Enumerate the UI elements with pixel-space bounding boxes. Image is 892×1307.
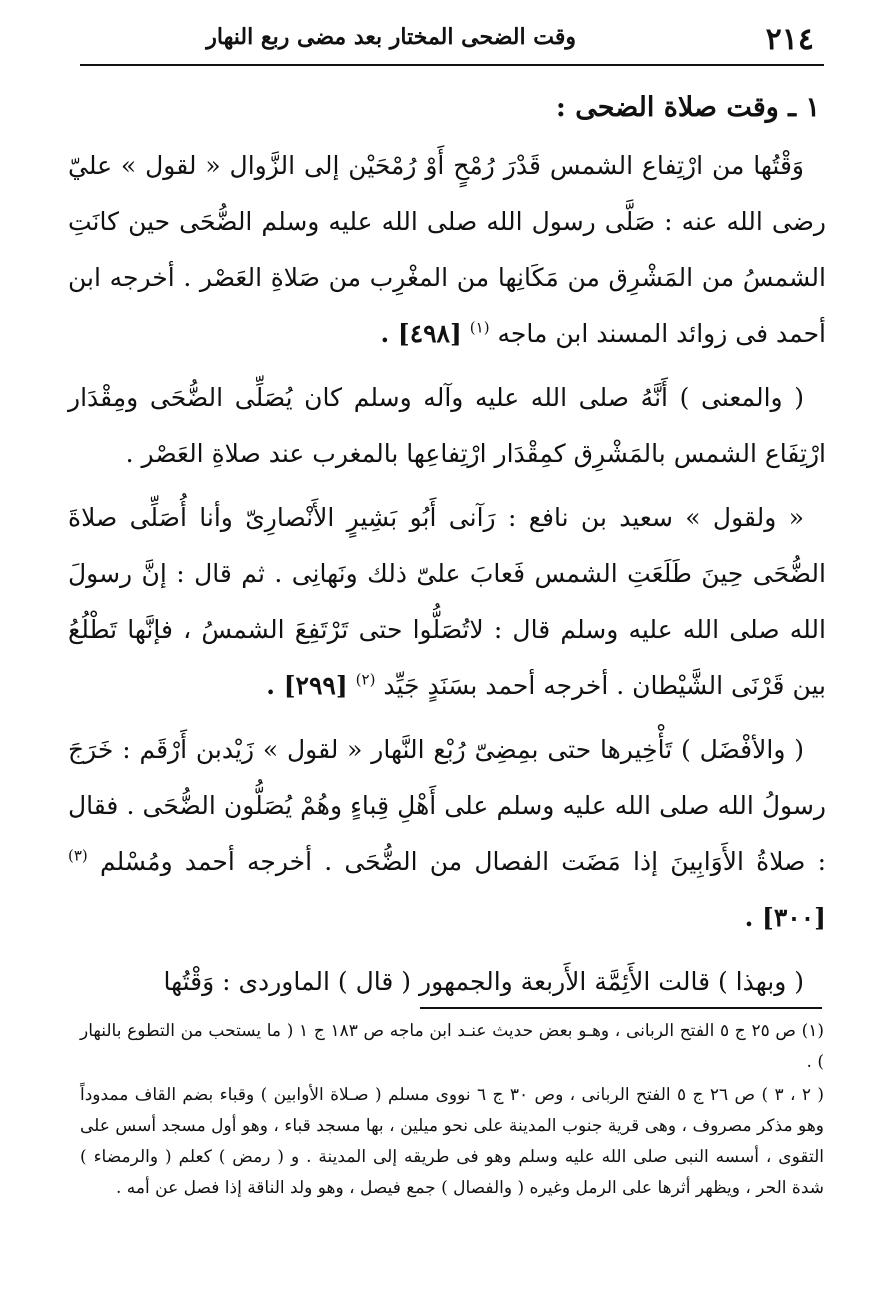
footnote-2-3: ( ٢ ، ٣ ) ص ٢٦ ج ٥ الفتح الربانى ، وص ٣٠ ج ٦ نووى مسلم ( صـلاة الأوابين ) وقباء بضم القاف ممدوداً وهو مذكر مصروف ، وهى قرية جنوب المدينة على نحو ميلين ، بها مسجد قباء ، وهو أول مسجد أسس على التقوى ، أسسه النبى صلى الله عليه وسلم وهو فى طريقه إلى المدينة . و ( رمض ) كعلم ( والرمضاء ) شدة الحر ، ويظهر أثرها على الرمل وغيره ( والفصال ) جمع فيصل ، وهو ولد الناقة إذا فصل عن أمه . [80, 1085, 825, 1198]
hadith-number: [٣٠٠] . [744, 903, 826, 932]
section-title: ١ ـ وقت صلاة الضحى : [555, 92, 820, 123]
running-title: وقت الضحى المختار بعد مضى ربع النهار [206, 24, 576, 50]
paragraph-text: وَقْتُها من ارْتِفاع الشمس قَدْرَ رُمْحٍ أَوْ رُمْحَيْن إلى الزَّوال « لقول » عليّ رضى الله عنه : صَلَّى رسول الله صلى الله عليه وسلم الضُّحَى حين كانَتِ الشمسُ من المَشْرِق من مَكَانِها من المغْرِب من صَلاةِ العَصْر . أخرجه ابن أحمد فى زوائد المسند ابن ماجه [68, 151, 826, 348]
hadith-number: [٢٩٩] . [266, 671, 348, 700]
footnote-marker: (١) [469, 318, 490, 337]
footnotes [80, 1016, 824, 1206]
hadith-number: [٤٩٨] . [380, 319, 462, 348]
paragraph-text: ( وبهذا ) قالت الأَئِمَّة الأَربعة والجمهور ( قال ) الماوردى : وَقْتُها [163, 967, 804, 996]
paragraph-3 [68, 490, 826, 714]
paragraph-2 [68, 370, 826, 482]
paragraph-text: ( والمعنى ) أَنَّهُ صلى الله عليه وآله وسلم كان يُصَلِّى الضُّحَى ومِقْدَار ارْتِفَاع الشمس بالمَشْرِق كمِقْدَار ارْتِفاعِها بالمغرب عند صلاةِ العَصْر . [68, 383, 826, 468]
paragraph-4 [68, 722, 826, 946]
main-text [68, 88, 826, 1018]
paragraph-text: ( والأفْضَل ) تَأْخِيرها حتى بمِضِىّ رُبْع النَّهار « لقول » زَيْدبن أَرْقَم : خَرَجَ رسولُ الله صلى الله عليه وسلم على أَهْلِ قِباءٍ وهُمْ يُصَلُّون الضُّحَى . فقال : صلاةُ الأَوَابِينَ إذا مَضَت الفصال من الضُّحَى . أخرجه أحمد ومُسْلم [68, 735, 826, 876]
footnote-1: (١) ص ٢٥ ج ٥ الفتح الربانى ، وهـو بعض حديث عنـد ابن ماجه ص ١٨٣ ج ١ ( ما يستحب من التطوع بالنهار ) . [80, 1021, 825, 1072]
footnote-marker: (٢) [355, 670, 376, 689]
paragraph-1 [68, 138, 826, 362]
page-number: ٢١٤ [765, 22, 814, 57]
header-rule [80, 64, 824, 66]
paragraph-text: « ولقول » سعيد بن نافع : رَآنى أَبُو بَشِيرٍ الأَنْصارِىّ وأنا أُصَلِّى صلاةَ الضُّحَى حِينَ طَلَعَتِ الشمس فَعابَ علىّ ذلك ونَهانِى . ثم قال : إنَّ رسولَ الله صلى الله عليه وسلم قال : لاتُصَلُّوا حتى تَرْتَفِعَ الشمسُ ، فإنَّها تَطْلُعُ بين قَرْنَى الشَّيْطان . أخرجه أحمد بسَنَدٍ جَيِّد [68, 503, 826, 700]
footnote-marker: (٣) [68, 846, 88, 865]
footnote-rule [420, 1007, 822, 1009]
paragraph-5 [68, 954, 826, 1010]
page-header [80, 18, 816, 64]
